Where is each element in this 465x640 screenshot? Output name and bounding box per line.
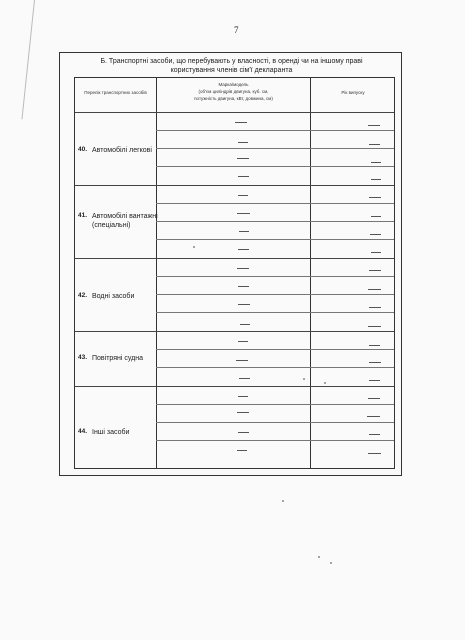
empty-entry-dash	[238, 176, 249, 177]
scan-speck	[318, 556, 320, 558]
header-brand-line1: Марка/модель	[218, 82, 249, 87]
header-divider	[75, 112, 394, 113]
empty-entry-dash	[237, 268, 249, 269]
empty-entry-dash	[369, 197, 381, 198]
subrow-divider	[156, 130, 394, 131]
empty-entry-dash	[236, 360, 248, 361]
group-divider	[75, 258, 394, 259]
empty-entry-dash	[371, 162, 381, 163]
empty-entry-dash	[235, 122, 247, 123]
empty-entry-dash	[237, 158, 249, 159]
empty-entry-dash	[368, 326, 381, 327]
empty-entry-dash	[369, 380, 380, 381]
subrow-divider	[156, 221, 394, 222]
scan-edge-mark	[21, 0, 35, 119]
subrow-divider	[156, 203, 394, 204]
header-year: Рік випуску	[341, 90, 365, 95]
subrow-divider	[156, 166, 394, 167]
empty-entry-dash	[240, 324, 250, 325]
empty-entry-dash	[368, 453, 381, 454]
scan-speck	[330, 562, 332, 564]
row-label-43: Повітряні судна	[92, 355, 143, 362]
row-label-44: Інші засоби	[92, 429, 130, 436]
empty-entry-dash	[238, 396, 248, 397]
column-divider	[156, 78, 157, 468]
row-label-42: Водні засоби	[92, 293, 135, 300]
subrow-divider	[156, 276, 394, 277]
header-brand-line2: (об'єм циліндрів двигуна, куб. см,	[198, 89, 269, 94]
row-label-40: Автомобілі легкові	[92, 147, 152, 154]
subrow-divider	[156, 312, 394, 313]
subrow-divider	[156, 404, 394, 405]
column-divider	[310, 78, 311, 468]
subrow-divider	[156, 422, 394, 423]
empty-entry-dash	[371, 252, 381, 253]
subrow-divider	[156, 367, 394, 368]
subrow-divider	[156, 239, 394, 240]
empty-entry-dash	[368, 125, 380, 126]
row-number-43: 43.	[78, 354, 88, 361]
row-number-42: 42.	[78, 292, 88, 299]
empty-entry-dash	[239, 231, 249, 232]
header-brand-line3: потужність двигуна, кВт, довжина, см)	[194, 96, 273, 101]
empty-entry-dash	[239, 378, 250, 379]
row-number-41: 41.	[78, 212, 88, 219]
section-heading	[60, 57, 403, 75]
empty-entry-dash	[237, 412, 249, 413]
scan-speck	[193, 246, 195, 248]
empty-entry-dash	[371, 216, 381, 217]
empty-entry-dash	[237, 213, 250, 214]
empty-entry-dash	[238, 286, 249, 287]
scan-speck	[324, 382, 326, 384]
vehicles-table	[74, 77, 395, 469]
empty-entry-dash	[368, 398, 380, 399]
row-label-41: Автомобілі вантажні (спеціальні)	[92, 213, 158, 229]
subrow-divider	[156, 148, 394, 149]
section-title-line2: користування членів сім'ї декларанта	[170, 67, 293, 74]
group-divider	[75, 185, 394, 186]
scan-speck	[282, 500, 284, 502]
empty-entry-dash	[238, 142, 248, 143]
subrow-divider	[156, 294, 394, 295]
empty-entry-dash	[238, 341, 248, 342]
section-title-line1: Б. Транспортні засоби, що перебувають у власності, в оренді чи на іншому праві	[100, 58, 363, 65]
empty-entry-dash	[369, 345, 380, 346]
subrow-divider	[156, 349, 394, 350]
row-number-44: 44.	[78, 428, 88, 435]
empty-entry-dash	[238, 432, 249, 433]
empty-entry-dash	[369, 270, 381, 271]
empty-entry-dash	[368, 289, 381, 290]
empty-entry-dash	[369, 307, 381, 308]
group-divider	[75, 386, 394, 387]
empty-entry-dash	[238, 249, 249, 250]
empty-entry-dash	[371, 179, 381, 180]
group-divider	[75, 331, 394, 332]
scan-speck	[303, 378, 305, 380]
section-frame	[59, 52, 402, 476]
header-vehicle-list: Перелік транспортних засобів	[84, 90, 147, 95]
empty-entry-dash	[370, 234, 381, 235]
empty-entry-dash	[238, 195, 248, 196]
subrow-divider	[156, 440, 394, 441]
empty-entry-dash	[369, 362, 381, 363]
empty-entry-dash	[369, 144, 380, 145]
empty-entry-dash	[369, 434, 380, 435]
header-brand-model	[157, 81, 310, 102]
empty-entry-dash	[237, 450, 247, 451]
page-number: 7	[234, 25, 239, 35]
empty-entry-dash	[238, 304, 250, 305]
empty-entry-dash	[367, 416, 380, 417]
row-number-40: 40.	[78, 146, 88, 153]
